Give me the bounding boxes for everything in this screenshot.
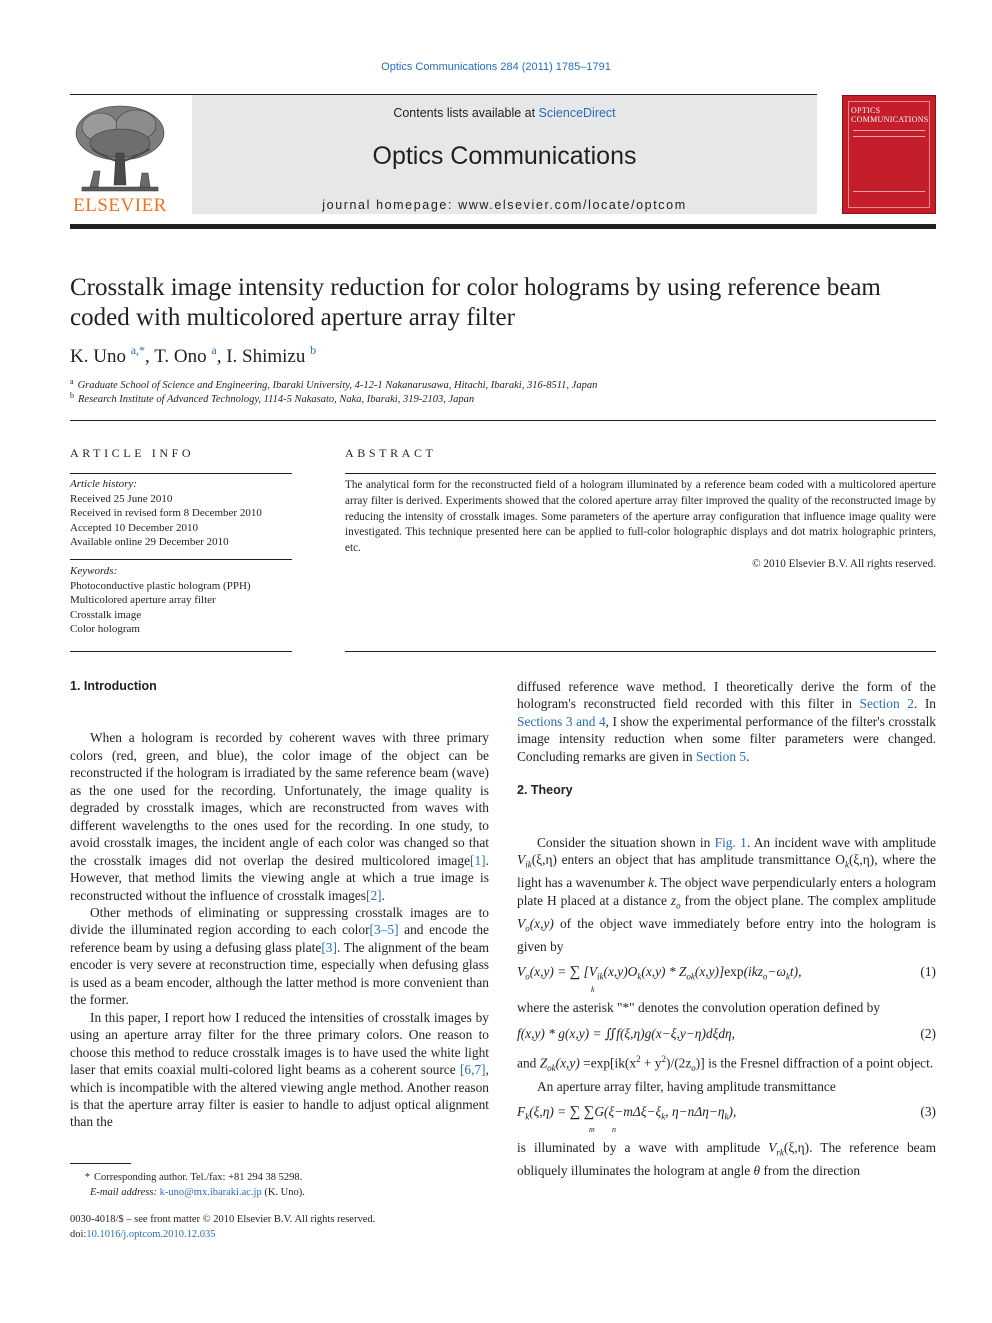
section-divider [70, 420, 936, 421]
equation-number: (2) [920, 1025, 936, 1041]
body-left-column [70, 678, 489, 1131]
reference-link[interactable]: [3–5] [369, 922, 399, 938]
history-item: Accepted 10 December 2010 [70, 521, 198, 534]
article-info-rule [70, 473, 292, 474]
equation-1: $V_o(x,y)$ = ∑ k $[V_{ik}(x,y)O_k(x,y) * Z_{ok}(x,y)]\exp(ikz_o-\omega_kt)$, (1) [517, 964, 936, 995]
keywords [70, 564, 292, 637]
paragraph: An aperture array filter, having amplitude transmittance [537, 1078, 836, 1094]
footnote-marker: * [84, 1172, 90, 1183]
history-item: Available online 29 December 2010 [70, 536, 229, 549]
paragraph: In this paper, I report how I reduced the intensities of crosstalk images by using an aperture array filter for the three primary colors. One reason to choose this method to reduce crosstalk images is to have used the white light laser that emits coaxial multi-colored light beams as a coherent source [6,7], which is incompatible with the altered viewing angle method. Another reason is that the aperture array filter is easier to handle to adjust optical alignment than the [70, 1009, 489, 1130]
abstract-text: The analytical form for the reconstructed field of a hologram illuminated by a reference beam coded with a multicolored aperture array filter is derived. Experiments showed that the colored aperture array filter improved the quality of the reconstructed image by reducing the intensity of crosstalk images. Some parameters of the aperture array configuration that influence image quality were investigated. This technique presented here can be applied to full-color holographic displays and dot matrix holographic printers, etc. [345, 479, 936, 555]
cover-rule [853, 136, 925, 137]
author-name: K. Uno [70, 346, 126, 367]
equation-number: (1) [920, 964, 936, 980]
article-info-rule [70, 651, 292, 652]
paragraph: and $Z_{ok}(x,y) =\exp[ik(x^2 + y^2)/(2z_o)]$ is the Fresnel diffraction of a point object. [517, 1053, 934, 1074]
paragraph: where the asterisk "*" denotes the convolution operation defined by [517, 1000, 881, 1016]
sciencedirect-link[interactable]: ScienceDirect [538, 106, 616, 120]
abstract-rule [345, 473, 936, 474]
history-item: Received 25 June 2010 [70, 492, 173, 505]
history-label: Article history: [70, 478, 137, 490]
email-label: E-mail address: [90, 1187, 157, 1198]
article-info-rule [70, 559, 292, 560]
abstract-heading: ABSTRACT [345, 446, 437, 460]
article-title: Crosstalk image intensity reduction for color holograms by using reference beam coded with multicolored aperture array filter [70, 274, 881, 331]
cover-rule [853, 130, 925, 131]
section-heading-theory: 2. Theory [517, 783, 573, 798]
abstract-body [345, 478, 936, 573]
journal-citation[interactable]: Optics Communications 284 (2011) 1785–1791 [381, 61, 611, 73]
figure-link[interactable]: Fig. 1 [714, 834, 747, 850]
footnote: * Corresponding author. Tel./fax: +81 294 38 5298. E-mail address: k-uno@mx.ibaraki.ac.jp (K. Uno). [70, 1170, 489, 1200]
section-link[interactable]: Section 5 [695, 748, 747, 764]
front-matter: 0030-4018/$ – see front matter © 2010 Elsevier B.V. All rights reserved. doi:10.1016/j.optcom.2010.12.035 [70, 1212, 489, 1242]
header-thick-rule [70, 224, 936, 229]
paragraph: When a hologram is recorded by coherent waves with three primary colors (red, green, and blue), the color image of the object can be reconstructed if the hologram is irradiated by the same reference beam (wave) as the one used for the recording. Unfortunately, the image quality is degraded by crosstalk images, which are reconstructed from waves with different wavelengths to the ones used for the recording. In one study, to avoid crosstalk images, the incident angle of each color was changed so that the crosstalk images did not overlap the desired multicolored image[1]. However, that method limits the viewing angle at which a true image is reconstructed without the influence of crosstalk images[2]. [70, 730, 489, 903]
reference-link[interactable]: [1] [470, 852, 486, 868]
keyword-item: Crosstalk image [70, 608, 142, 621]
section-link[interactable]: Section 2 [859, 696, 914, 712]
section-heading-introduction: 1. Introduction [70, 679, 157, 693]
cover-title: OPTICS COMMUNICATIONS [851, 106, 929, 125]
author-name: I. Shimizu [226, 346, 306, 367]
affiliation-b: $^b$ Research Institute of Advanced Technology, 1114-5 Nakasato, Naka, Ibaraki, 319-2103, Japan [70, 391, 475, 405]
journal-homepage[interactable]: journal homepage: www.elsevier.com/locate/optcom [322, 198, 687, 212]
body-right-column [517, 678, 936, 1180]
paragraph: Consider the situation shown in Fig. 1. An incident wave with amplitude $V_{ik}(\xi,\eta)$ enters an object that has amplitude transmittance $O_k(\xi,\eta)$, where the light has a wavenumber k. The object wave perpendicularly enters a hologram plate H placed at a distance $z_o$ from the object plane. The complex amplitude $V_o(x,y)$ of the object wave immediately before entry into the hologram is given by [517, 834, 936, 954]
history-item: Received in revised form 8 December 2010 [70, 507, 262, 520]
equation-number: (3) [920, 1103, 936, 1119]
journal-cover-thumbnail[interactable] [842, 95, 936, 214]
affiliation-a: $^a$ Graduate School of Science and Engineering, Ibaraki University, 4-12-1 Nakanarusawa, Hitachi, Ibaraki, 316-8511, Japan [70, 377, 598, 391]
elsevier-wordmark: ELSEVIER [73, 195, 167, 216]
journal-name: Optics Communications [372, 142, 637, 170]
paragraph: is illuminated by a wave with amplitude $V_{rk}(\xi,\eta)$. The reference beam obliquely illuminates the hologram at angle θ from the direction [517, 1139, 936, 1179]
paragraph: diffused reference wave method. I theoretically derive the form of the hologram's reconstructed field recorded with this filter in Section 2. In Sections 3 and 4, I show the experimental performance of the filter's crosstalk image intensity reduction when some filter parameters were changed. Concluding remarks are given in Section 5. [517, 679, 936, 764]
footnote-rule [70, 1163, 131, 1164]
keyword-item: Photoconductive plastic hologram (PPH) [70, 579, 251, 592]
keyword-item: Multicolored aperture array filter [70, 594, 216, 607]
author-list: K. Uno $^{a,*}$, T. Ono $^a$, I. Shimizu $^b$ [70, 343, 317, 367]
cover-rule [853, 191, 925, 192]
corresponding-author: Corresponding author. Tel./fax: +81 294 38 5298. [94, 1172, 303, 1183]
abstract-rule [345, 651, 936, 652]
author-affiliation-link[interactable]: a,* [130, 343, 146, 357]
article-history [70, 477, 292, 550]
issn-line: 0030-4018/$ – see front matter © 2010 Elsevier B.V. All rights reserved. [70, 1214, 376, 1225]
author-affiliation-link[interactable]: b [310, 343, 317, 357]
paragraph: Other methods of eliminating or suppressing crosstalk images are to divide the illuminated region according to each color[3–5] and encode the reference beam by using a defusing glass plate[3]. The alignment of the beam encoder is very severe at reconstruction time, especially when defusing glass is used as a beam encoder, although the latter method is more convenient than the former. [70, 904, 489, 1008]
keywords-label: Keywords: [70, 565, 118, 577]
equation-3: $F_k(\xi,\eta)$ = ∑ ∑ m n $G(\xi-m\Delta\xi-\xi_k$, $\eta-n\Delta\eta-\eta_k$), (3) [517, 1103, 936, 1134]
equation-2: f(x,y) * g(x,y) = ∬f(ξ,η)g(x−ξ,y−η)dξdη, (2) [517, 1025, 936, 1041]
author-affiliation-link[interactable]: a [211, 343, 217, 357]
section-link[interactable]: Sections 3 and 4 [517, 713, 606, 729]
reference-link[interactable]: [2] [366, 887, 382, 903]
author-name: T. Ono [154, 346, 207, 367]
contents-available: Contents lists available at ScienceDirect [393, 106, 616, 120]
reference-link[interactable]: [6,7] [459, 1062, 486, 1078]
copyright-line: © 2010 Elsevier B.V. All rights reserved. [752, 557, 936, 570]
article-info-heading: ARTICLE INFO [70, 446, 195, 460]
keyword-item: Color hologram [70, 623, 140, 636]
email-link[interactable]: k-uno@mx.ibaraki.ac.jp [159, 1187, 262, 1198]
reference-link[interactable]: [3] [321, 939, 337, 955]
doi-link[interactable]: 10.1016/j.optcom.2010.12.035 [86, 1229, 216, 1240]
